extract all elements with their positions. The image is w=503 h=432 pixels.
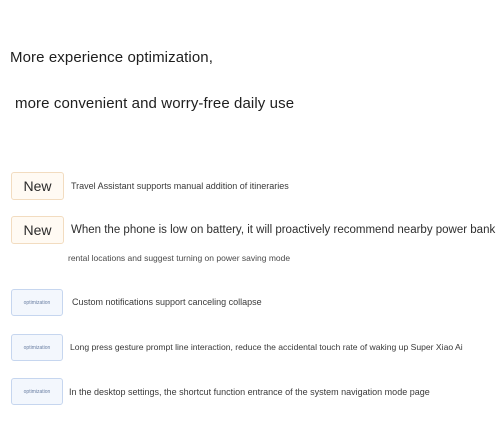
- feature-description: In the desktop settings, the shortcut function entrance of the system navigation mode page: [69, 387, 430, 397]
- feature-description-continued: rental locations and suggest turning on power saving mode: [68, 253, 291, 263]
- new-badge: New: [11, 216, 64, 244]
- optimization-badge: optimization: [11, 378, 63, 405]
- headline-line-1: More experience optimization,: [10, 49, 213, 66]
- headline-line-2: more convenient and worry-free daily use: [15, 95, 295, 112]
- optimization-badge: optimization: [11, 334, 63, 361]
- feature-description: When the phone is low on battery, it will proactively recommend nearby power bank: [71, 224, 496, 236]
- feature-description: Long press gesture prompt line interaction, reduce the accidental touch rate of waking up Super Xiao Ai: [70, 342, 463, 352]
- optimization-badge: optimization: [11, 289, 63, 316]
- new-badge: New: [11, 172, 64, 200]
- feature-description: Custom notifications support canceling collapse: [72, 297, 262, 307]
- feature-description: Travel Assistant supports manual addition of itineraries: [71, 181, 289, 191]
